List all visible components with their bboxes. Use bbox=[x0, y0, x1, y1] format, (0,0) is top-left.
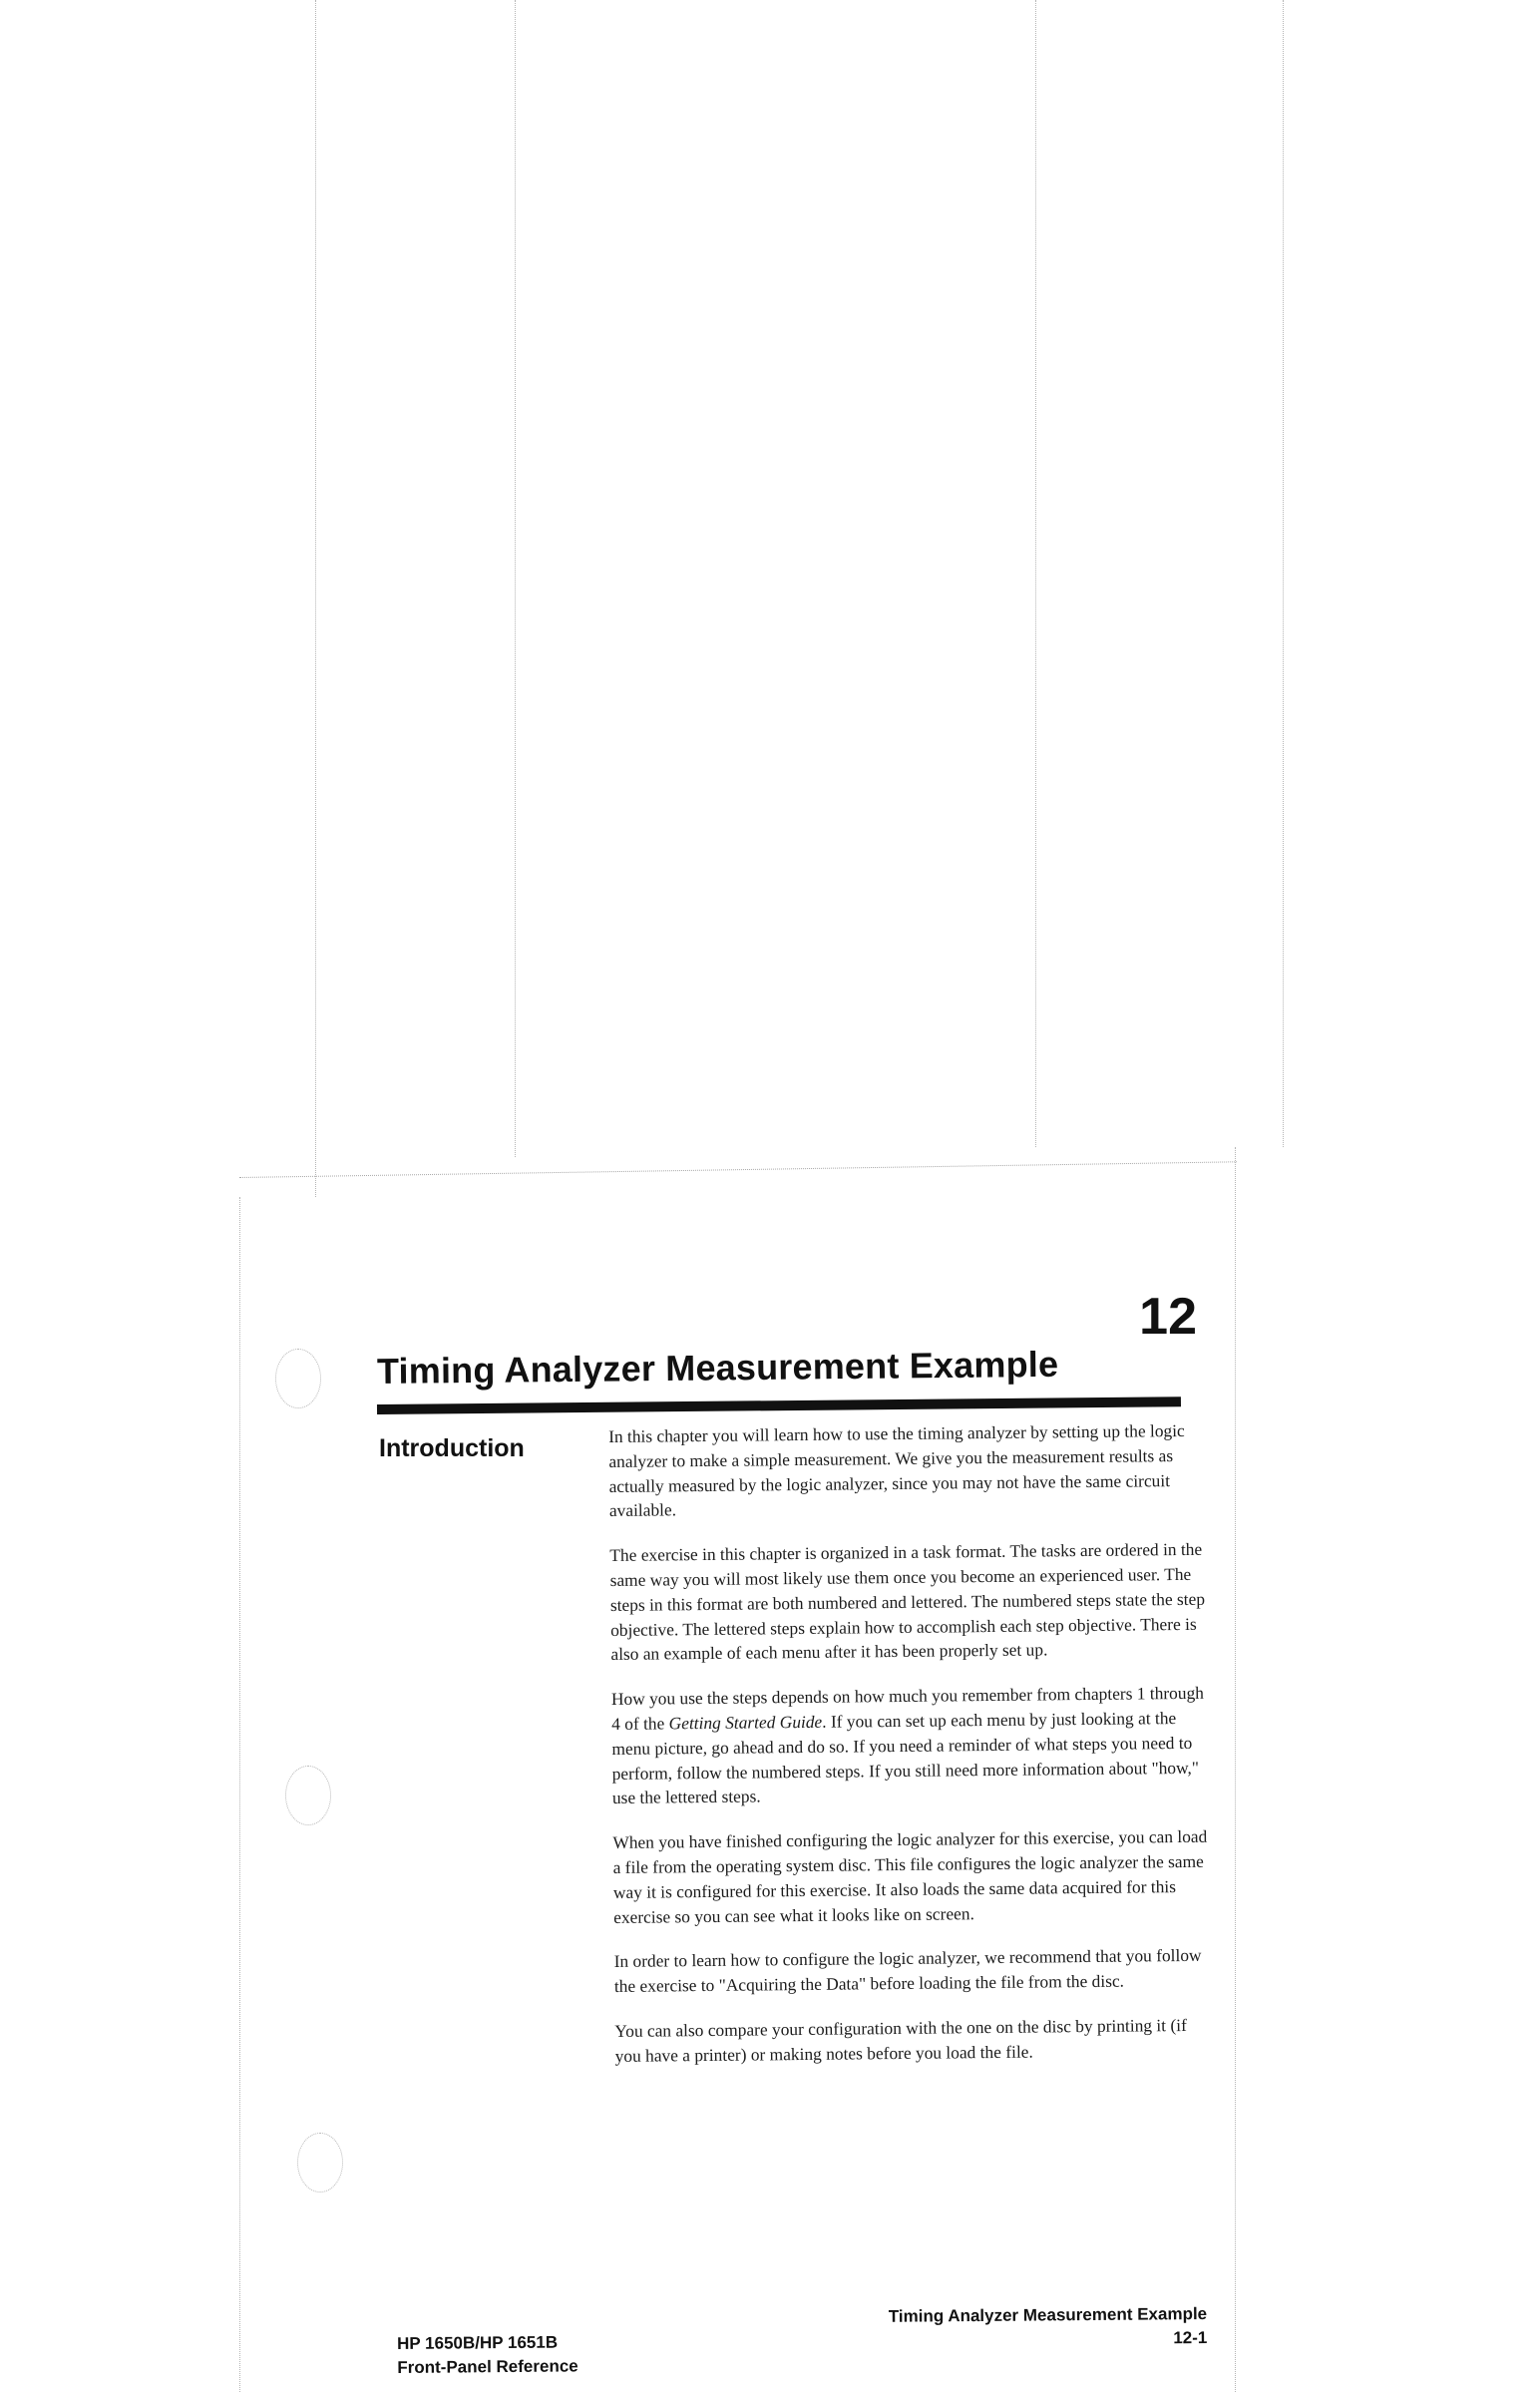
binder-hole bbox=[285, 1766, 331, 1825]
page-number: 12-1 bbox=[1173, 2327, 1208, 2348]
paragraph-1: In this chapter you will learn how to use the timing analyzer by setting up the logic analyzer to make a simple measurement. We give you the measurement results as actually measured by the logic analyzer, since you may not have the same circuit available. bbox=[608, 1419, 1185, 1521]
footer-product: HP 1650B/HP 1651B bbox=[397, 2332, 559, 2353]
footer-right bbox=[828, 2302, 1207, 2353]
paragraph-5: In order to learn how to configure the logic analyzer, we recommend that you follow the exercise to "Acquiring the Data" before loading the file from the disc. bbox=[613, 1945, 1202, 1997]
scan-guide-line bbox=[315, 0, 316, 1197]
paragraph-2: The exercise in this chapter is organized in a task format. The tasks are ordered in the same way you will most likely use them once you become an experienced user. The steps in this format are both numbered and lettered. The numbered steps state the step objective. The lettered steps explain how to accomplish each step objective. There is also an example of each menu after it has been properly set up. bbox=[609, 1538, 1206, 1665]
guide-title: Getting Started Guide bbox=[668, 1711, 823, 1734]
scan-guide-line bbox=[515, 0, 516, 1157]
binder-hole bbox=[275, 1349, 321, 1408]
chapter-title: Timing Analyzer Measurement Example bbox=[376, 1343, 1059, 1392]
scan-guide-line bbox=[1283, 0, 1284, 1147]
footer-manual: Front-Panel Reference bbox=[397, 2356, 578, 2377]
paragraph-3-text-end: . If you can set up each menu by just looking at the menu picture, go ahead and do so. If you need a reminder of what steps you need to perform, follow the numbered steps. If you still need more information about "how," use the lettered steps. bbox=[611, 1708, 1200, 1808]
binder-hole bbox=[297, 2133, 343, 2193]
scan-guide-line bbox=[1235, 1147, 1236, 2392]
scan-guide-line bbox=[239, 1197, 240, 2392]
footer-chapter-title: Timing Analyzer Measurement Example bbox=[888, 2304, 1208, 2326]
paragraph-3-text: How you use the steps depends on how much you remember from chapters 1 through 4 of the bbox=[610, 1682, 1205, 1734]
paragraph-6: You can also compare your configuration with the one on the disc by printing it (if you have a printer) or making notes before you load the file. bbox=[614, 2014, 1187, 2066]
body-text bbox=[608, 1418, 1214, 2089]
paragraph-3 bbox=[611, 1681, 1211, 1810]
title-rule bbox=[377, 1396, 1181, 1414]
footer-left bbox=[397, 2330, 578, 2380]
paragraph-4: When you have finished configuring the logic analyzer for this exercise, you can load a file from the operating system disc. This file configures the logic analyzer the same way it is configured for this exercise. It also loads the same data acquired for this exercise so you can see what it looks like on screen. bbox=[612, 1825, 1208, 1927]
chapter-number: 12 bbox=[1139, 1288, 1197, 1346]
scan-guide-line bbox=[1035, 0, 1036, 1147]
section-heading: Introduction bbox=[379, 1434, 525, 1462]
scan-page-edge bbox=[239, 1161, 1237, 1178]
